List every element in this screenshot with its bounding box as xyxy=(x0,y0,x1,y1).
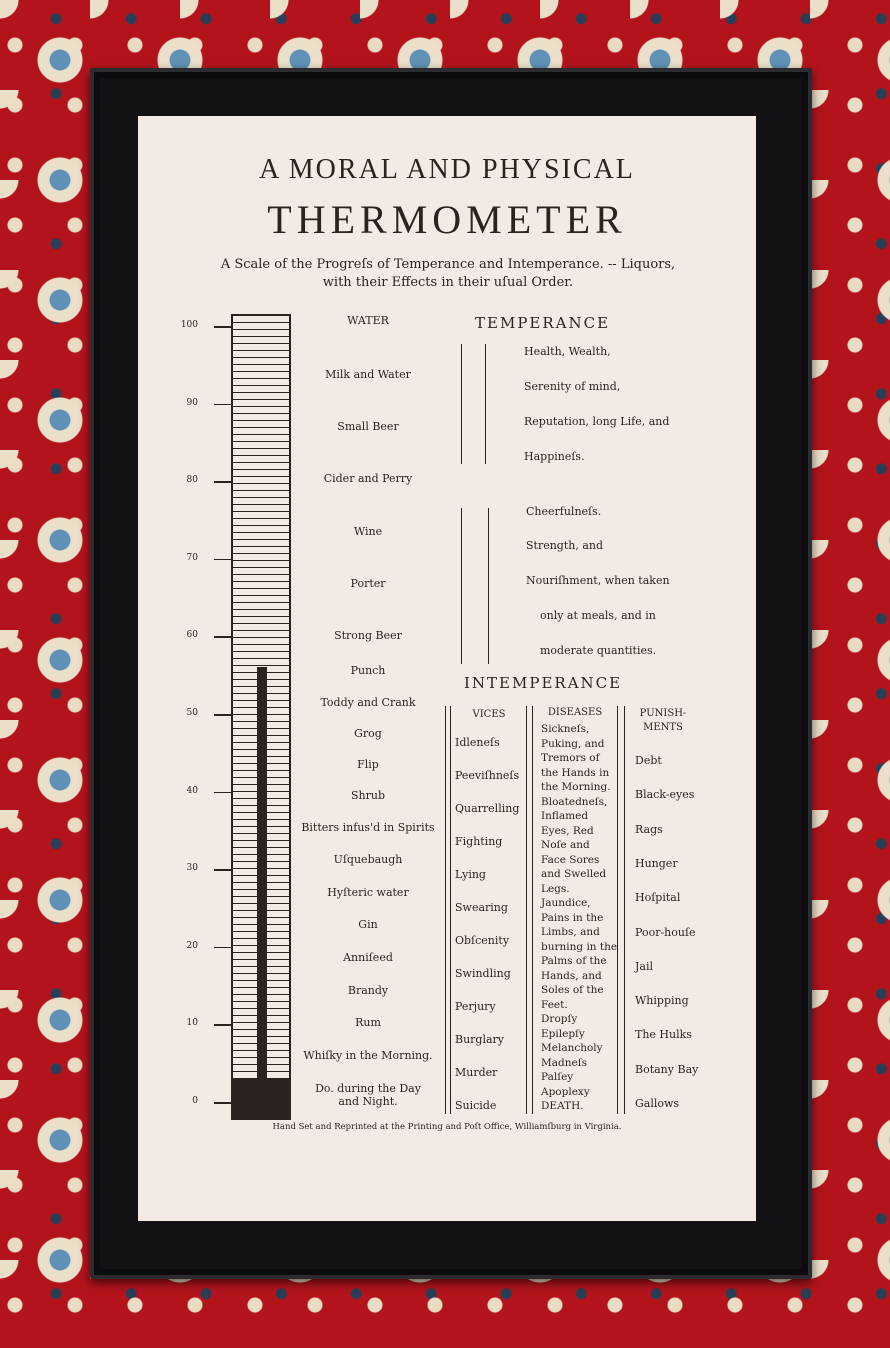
liquor-item: Punch xyxy=(350,664,386,677)
brace-line xyxy=(461,508,462,664)
tick-mark xyxy=(214,559,232,561)
vice-item: Obſcenity xyxy=(455,934,510,947)
punishment-item: Gallows xyxy=(635,1097,680,1110)
vice-item: Swearing xyxy=(455,901,508,914)
tick-label: 60 xyxy=(186,630,198,641)
liquor-item: Shrub xyxy=(350,789,385,802)
temperance-header: TEMPERANCE xyxy=(475,314,611,332)
punishment-item: Poor-houſe xyxy=(635,925,696,939)
tick-label: 40 xyxy=(186,785,198,796)
liquor-item: Bitters infus'd in Spirits xyxy=(301,821,435,834)
punishment-item: Jail xyxy=(635,959,654,973)
column-rule xyxy=(526,706,527,1114)
tick-mark xyxy=(214,714,232,716)
punishments-header: PUNISH- MENTS xyxy=(639,708,687,733)
column-rule xyxy=(617,706,618,1114)
liquor-item: Small Beer xyxy=(337,420,399,433)
tick-mark xyxy=(214,792,232,794)
vice-item: Peeviſhneſs xyxy=(455,769,520,782)
brace-line xyxy=(488,508,489,664)
liquor-item: Whiſky in the Morning. xyxy=(303,1049,433,1062)
liquor-item: Gin xyxy=(358,918,378,931)
punishment-item: Rags xyxy=(635,822,663,836)
subtitle-line-2: with their Effects in their uſual Order. xyxy=(322,275,574,290)
tick-label: 100 xyxy=(180,320,198,330)
vice-item: Fighting xyxy=(455,835,503,848)
temperance-effect: Health, Wealth, xyxy=(524,345,611,358)
tick-mark xyxy=(214,1024,232,1026)
liquor-item: Milk and Water xyxy=(325,368,411,381)
column-rule xyxy=(624,706,625,1114)
vice-item: Lying xyxy=(455,868,486,881)
liquor-item: Rum xyxy=(355,1016,381,1029)
liquor-item: Porter xyxy=(350,577,386,590)
tick-mark xyxy=(214,636,232,638)
tick-label: 30 xyxy=(186,863,198,874)
liquor-item: Grog xyxy=(354,727,382,740)
vice-item: Burglary xyxy=(455,1033,505,1046)
punishment-item: Black-eyes xyxy=(635,788,695,802)
brace-line xyxy=(485,344,486,464)
tick-label: 0 xyxy=(192,1096,198,1106)
liquor-item: Strong Beer xyxy=(334,629,402,642)
liquor-item: WATER xyxy=(347,314,389,327)
tick-label: 20 xyxy=(186,940,198,951)
punishment-item: Hoſpital xyxy=(635,891,681,905)
temperance-effect: Strength, and xyxy=(526,539,604,552)
tick-mark xyxy=(214,1102,232,1104)
liquor-last-line-2: and Night. xyxy=(338,1095,398,1108)
liquor-item: Cider and Perry xyxy=(323,472,413,485)
column-rule xyxy=(532,706,533,1114)
liquor-item-last xyxy=(286,1082,450,1108)
temperance-effect: Cheerfulneſs. xyxy=(526,505,602,518)
liquor-item: Toddy and Crank xyxy=(320,696,416,709)
intemperance-header: INTEMPERANCE xyxy=(464,674,623,692)
tick-label: 70 xyxy=(186,552,198,563)
column-rule xyxy=(450,706,451,1114)
liquor-item: Uſquebaugh xyxy=(333,853,403,866)
punishment-item: Botany Bay xyxy=(635,1062,699,1076)
vice-item: Murder xyxy=(455,1066,498,1079)
tick-label: 10 xyxy=(186,1018,198,1029)
tick-mark xyxy=(214,869,232,871)
vice-item: Swindling xyxy=(455,967,511,980)
temperance-effect: moderate quantities. xyxy=(540,644,657,657)
column-rule xyxy=(445,706,446,1114)
vice-item: Idleneſs xyxy=(455,736,500,749)
tick-mark xyxy=(214,326,232,328)
vice-item: Quarrelling xyxy=(455,802,520,815)
liquor-item: Brandy xyxy=(347,984,389,997)
liquor-item: Wine xyxy=(353,525,383,538)
liquor-last-line-1: Do. during the Day xyxy=(315,1082,421,1095)
liquor-item: Hyſteric water xyxy=(327,886,409,899)
thermometer-bulb xyxy=(231,1078,291,1118)
subtitle xyxy=(168,256,728,292)
punishment-item: Hunger xyxy=(635,856,678,870)
tick-label: 90 xyxy=(186,397,198,408)
temperance-effect: only at meals, and in xyxy=(540,609,656,622)
vices-header: VICES xyxy=(472,709,506,720)
vice-item: Suicide xyxy=(455,1099,497,1112)
liquor-item: Flip xyxy=(357,758,379,771)
title-line-1: A MORAL AND PHYSICAL xyxy=(259,154,635,185)
punishment-item: Whipping xyxy=(635,994,689,1008)
print-sheet xyxy=(138,116,756,1221)
diseases-header: DISEASES xyxy=(547,707,603,718)
tick-mark xyxy=(214,947,232,949)
punishment-item: The Hulks xyxy=(635,1028,692,1042)
liquor-item: Anniſeed xyxy=(343,951,393,964)
tick-mark xyxy=(214,481,232,483)
punishment-item: Debt xyxy=(635,754,662,767)
diseases-text: Sickneſs, Puking, and Tremors of the Hands in the Morning. Bloatedneſs, Inflamed Eyes, Red Noſe and Face Sores and Swelled Legs. Jaundice, Pains in the Limbs, and burning in the Palms of the Hands, and Soles of the Feet. Dropſy Epilepſy Melancholy Madneſs Palſey Apoplexy DEATH. xyxy=(541,723,618,1112)
thermometer-mercury xyxy=(257,667,267,1102)
picture-frame xyxy=(90,68,812,1279)
temperance-effect: Reputation, long Life, and xyxy=(524,415,670,428)
tick-label: 50 xyxy=(186,708,198,718)
title-line-2: THERMOMETER xyxy=(267,197,627,242)
temperance-effect: Happineſs. xyxy=(524,450,585,463)
temperance-effect: Serenity of mind, xyxy=(524,380,621,393)
brace-line xyxy=(461,344,462,464)
temperance-effect: Nouriſhment, when taken xyxy=(526,574,670,587)
footer-imprint: Hand Set and Reprinted at the Printing and Poſt Office, Williamſburg in Virginia. xyxy=(272,1122,622,1132)
subtitle-line-1: A Scale of the Progreſs of Temperance and Intemperance. -- Liquors, xyxy=(220,257,676,272)
tick-mark xyxy=(214,404,232,406)
vice-item: Perjury xyxy=(455,1000,496,1013)
tick-label: 80 xyxy=(186,475,198,486)
